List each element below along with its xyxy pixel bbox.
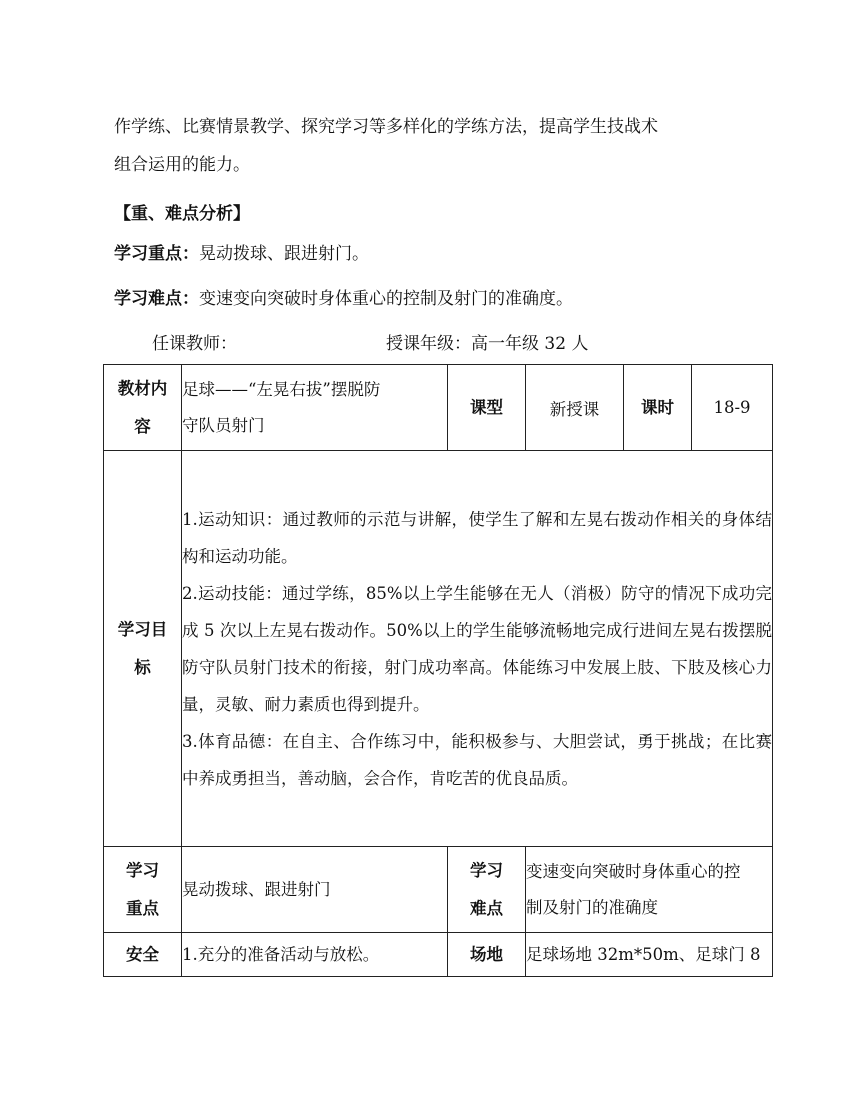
content-label-cell: 教材内 容	[104, 365, 182, 451]
key-point-line	[114, 243, 369, 265]
intro-line-2: 组合运用的能力。	[114, 155, 250, 175]
venue-value-cell: 足球场地 32m*50m、足球门 8	[526, 933, 773, 977]
objective-knowledge: 1.运动知识：通过教师的示范与讲解，使学生了解和左晃右拨动作相关的身体结构和运动功能。	[182, 509, 772, 566]
difficulty-label-cell: 学习 难点	[448, 847, 526, 933]
safety-label-cell: 安全	[104, 933, 182, 977]
objectives-label-cell: 学习目 标	[104, 451, 182, 847]
period-label-cell: 课时	[624, 365, 692, 451]
table-row-objectives	[104, 451, 773, 847]
safety-value-cell: 1.充分的准备活动与放松。	[182, 933, 448, 977]
lesson-plan-table	[103, 364, 773, 977]
table-row-key-difficulty	[104, 847, 773, 933]
venue-label-cell: 场地	[448, 933, 526, 977]
table-row-safety-venue	[104, 933, 773, 977]
difficulty-text: 变速变向突破时身体重心的控制及射门的准确度。	[199, 289, 573, 309]
table-row-content	[104, 365, 773, 451]
type-label-cell: 课型	[448, 365, 526, 451]
teacher-grade-line	[152, 333, 589, 355]
objective-skills: 2.运动技能：通过学练，85%以上学生能够在无人（消极）防守的情况下成功完成 5 次以上左晃右拨动作。50%以上的学生能够流畅地完成行进间左晃右拨摆脱防守队员射门技术的衔接，射门成功率高。体能练习中发展上肢、下肢及核心力量，灵敏、耐力素质也得到提升。	[182, 583, 772, 714]
difficulty-line	[114, 288, 573, 310]
period-value-cell: 18-9	[692, 365, 773, 451]
difficulty-value-cell: 变速变向突破时身体重心的控 制及射门的准确度	[526, 847, 773, 933]
type-value-cell: 新授课	[526, 365, 624, 451]
difficulty-label: 学习难点：	[114, 289, 199, 309]
objectives-cell	[182, 451, 773, 847]
key-point-text: 晃动拨球、跟进射门。	[199, 244, 369, 264]
objective-character: 3.体育品德：在自主、合作练习中，能积极参与、大胆尝试，勇于挑战；在比赛中养成勇担当，善动脑，会合作，肯吃苦的优良品质。	[182, 731, 772, 788]
section-heading: 【重、难点分析】	[114, 204, 250, 224]
grade-label: 授课年级：高一年级 32 人	[386, 334, 589, 354]
key-label-cell: 学习 重点	[104, 847, 182, 933]
intro-line-1: 作学练、比赛情景教学、探究学习等多样化的学练方法，提高学生技战术	[114, 117, 658, 137]
teacher-label: 任课教师：	[152, 334, 237, 354]
key-point-label: 学习重点：	[114, 244, 199, 264]
key-value-cell: 晃动拨球、跟进射门	[182, 847, 448, 933]
content-value-cell: 足球——“左晃右拔”摆脱防 守队员射门	[182, 365, 448, 451]
